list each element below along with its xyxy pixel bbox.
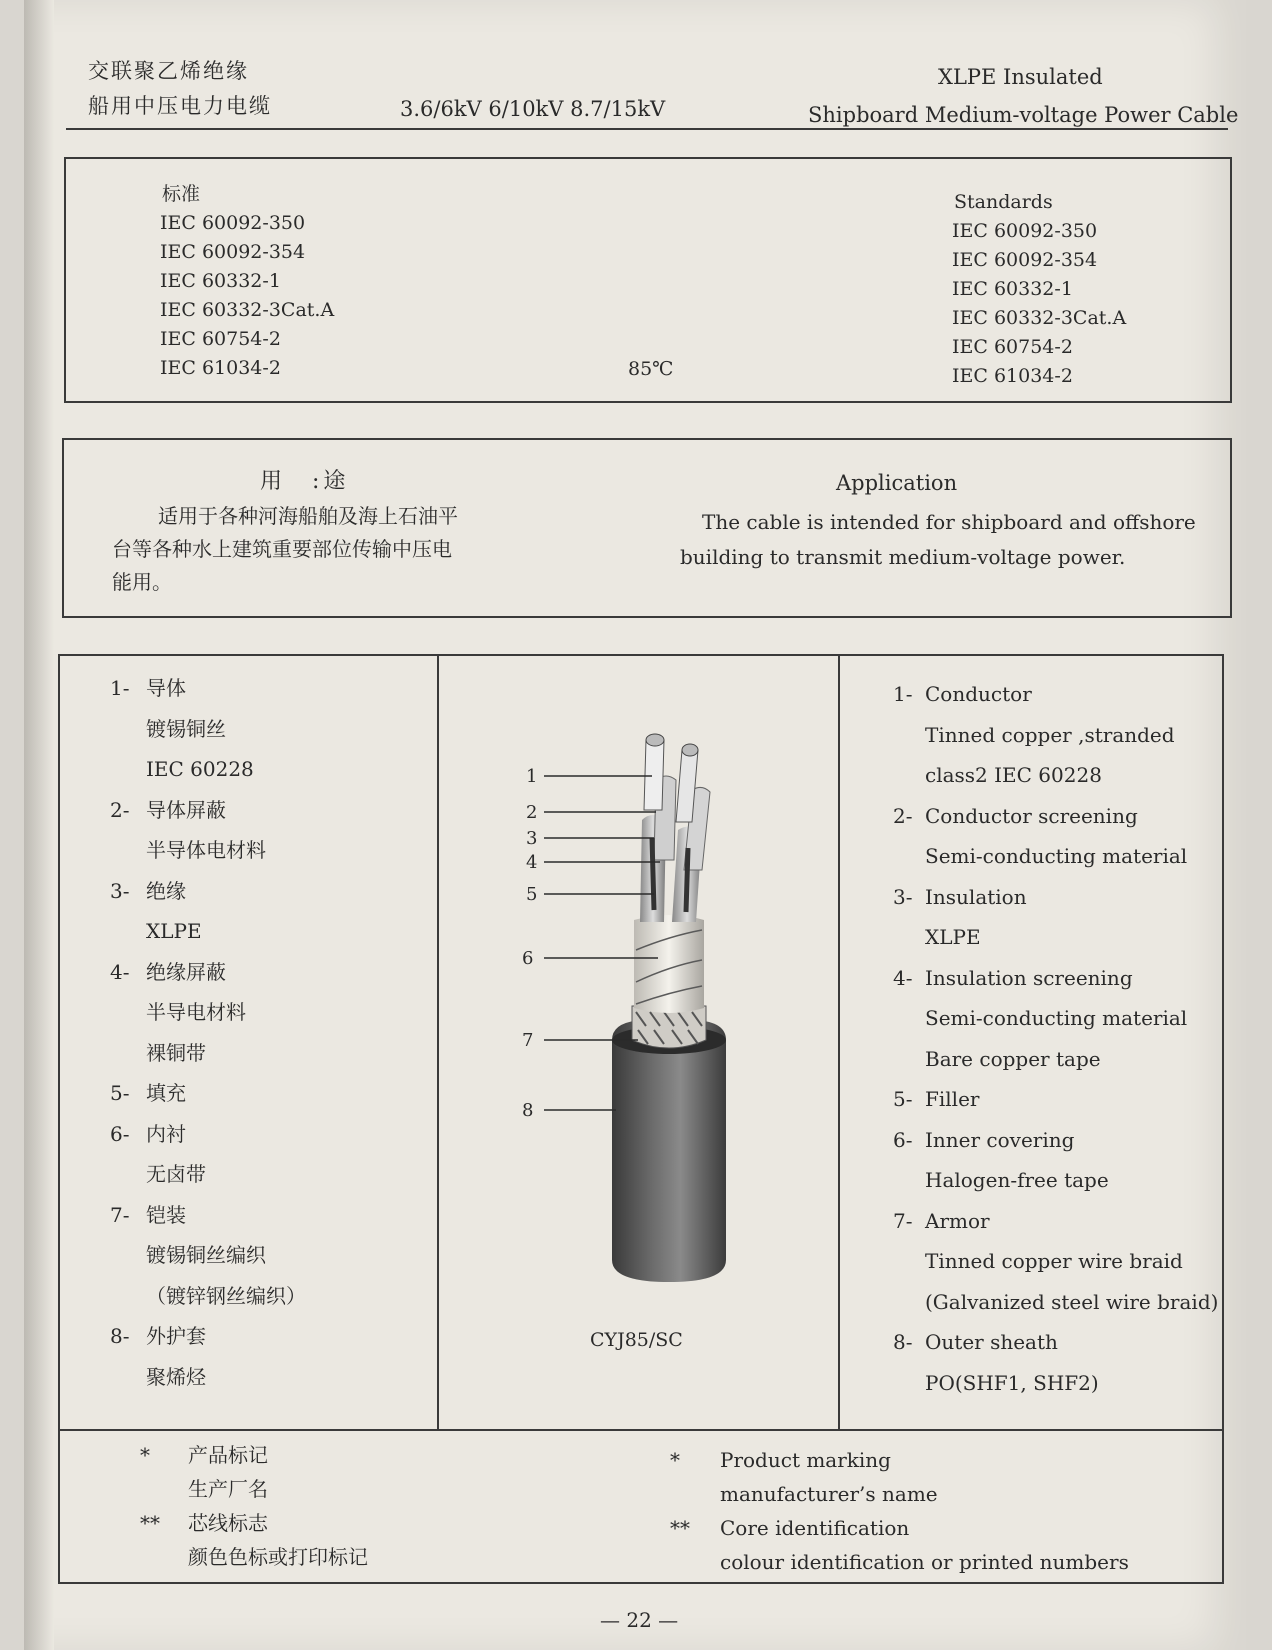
component-en-item-text: Tinned copper ,stranded [925, 722, 1175, 747]
component-en-item-text: XLPE [925, 925, 981, 949]
note-cn-item-text: 产品标记 [188, 1443, 268, 1467]
component-en-item-marker: 7- [893, 1208, 913, 1233]
application-en-title: Application [836, 471, 958, 495]
diagram-label: 7 [522, 1030, 534, 1051]
standard-item: IEC 60092-354 [952, 249, 1098, 271]
temperature-rating: 85℃ [628, 358, 674, 380]
application-en-line: The cable is intended for shipboard and offshore [702, 510, 1196, 534]
component-en-item [893, 1160, 1218, 1201]
component-cn-item [110, 668, 306, 709]
header-voltage: 3.6/6kV 6/10kV 8.7/15kV [400, 97, 666, 121]
component-cn-item [110, 1316, 306, 1357]
component-en-item [893, 1201, 1218, 1242]
standards-en-list [952, 217, 1126, 391]
component-en-item-text: Bare copper tape [925, 1046, 1101, 1071]
diagram-label: 2 [526, 802, 538, 823]
component-en-item-text: Armor [925, 1208, 990, 1233]
notes-cn [140, 1438, 368, 1574]
notes-en [670, 1443, 1129, 1579]
note-cn-item-text: 颜色色标或打印标记 [188, 1545, 368, 1569]
component-cn-item-text: 裸铜带 [146, 1040, 206, 1065]
component-cn-item-marker [110, 1033, 146, 1074]
standard-item: IEC 60754-2 [160, 328, 281, 350]
component-en-item [893, 1241, 1218, 1282]
component-cn-item-text: 半导体电材料 [146, 838, 266, 862]
component-cn-item [110, 830, 306, 871]
component-en-item [893, 1363, 1218, 1404]
component-en-item-marker [893, 917, 925, 958]
note-cn-item [140, 1540, 368, 1574]
component-cn-item-text: 外护套 [146, 1324, 206, 1348]
component-cn-item-marker [110, 911, 146, 952]
component-en-item-marker: 6- [893, 1127, 913, 1152]
component-en-item-text: class2 IEC 60228 [925, 763, 1102, 787]
component-en-item [893, 1120, 1218, 1161]
component-en-item-marker: 8- [893, 1330, 913, 1354]
note-cn-item-text: 芯线标志 [188, 1511, 268, 1535]
component-en-item [893, 917, 1218, 958]
component-en-item-text: Semi-conducting material [925, 844, 1188, 868]
component-cn-item-marker: 7- [110, 1202, 130, 1227]
component-cn-item-text: 镀锡铜丝 [146, 716, 226, 741]
component-cn-item [110, 992, 306, 1033]
note-en-item-marker: * [670, 1448, 680, 1472]
component-en-item-marker [893, 998, 925, 1039]
standard-item: IEC 60332-1 [160, 270, 281, 292]
component-en-item [893, 836, 1218, 877]
component-cn-item-marker [110, 1235, 146, 1276]
note-cn-item-marker: ** [140, 1511, 160, 1535]
component-en-item-text: Outer sheath [925, 1330, 1058, 1354]
component-cn-item [110, 749, 306, 790]
page-binding-shadow [24, 0, 54, 1650]
component-en-item [893, 958, 1218, 999]
component-cn-item-text: 绝缘 [146, 878, 186, 903]
component-cn-item-text: （镀锌钢丝编织） [146, 1283, 306, 1308]
header-cn-line1: 交联聚乙烯绝缘 [88, 59, 249, 83]
note-en-item-text: Core identification [720, 1516, 910, 1540]
component-cn-item-marker [110, 992, 146, 1033]
component-cn-item-marker [110, 830, 146, 871]
application-en-line: building to transmit medium-voltage power. [680, 545, 1126, 569]
component-en-item-marker [893, 1282, 925, 1323]
component-en-item-marker [893, 836, 925, 877]
component-cn-item-text: 镀锡铜丝编织 [146, 1243, 266, 1267]
note-en-item-text: colour identification or printed numbers [720, 1550, 1129, 1574]
component-en-item-text: Conductor [925, 682, 1032, 706]
standard-item: IEC 60092-350 [952, 220, 1098, 242]
component-en-item-text: Halogen-free tape [925, 1168, 1109, 1192]
component-cn-item [110, 1195, 306, 1236]
component-en-item-marker [893, 1039, 925, 1080]
header-en-line2: Shipboard Medium-voltage Power Cable [808, 103, 1239, 127]
note-en-item-text: manufacturer’s name [720, 1482, 938, 1506]
component-en-item-text: Semi-conducting material [925, 1006, 1188, 1030]
note-en-item [670, 1511, 1129, 1545]
note-en-item-marker: ** [670, 1516, 690, 1540]
component-en-item-text: Filler [925, 1087, 980, 1111]
component-en-item-text: Inner covering [925, 1127, 1075, 1152]
note-cn-item [140, 1472, 368, 1506]
component-en-item [893, 796, 1218, 837]
component-cn-item-marker [110, 1154, 146, 1195]
standard-item: IEC 60754-2 [952, 336, 1073, 358]
component-en-item [893, 715, 1218, 756]
component-cn-item-text: 铠装 [146, 1202, 186, 1227]
component-en-item [893, 1282, 1218, 1323]
note-cn-item-text: 生产厂名 [188, 1477, 268, 1501]
component-en-item-marker [893, 715, 925, 756]
cable-illustration [612, 734, 726, 1282]
component-cn-item-marker [110, 749, 146, 790]
component-en-item-marker: 1- [893, 682, 913, 706]
page-number: — 22 — [600, 1608, 679, 1632]
diagram-label: 5 [526, 884, 538, 905]
header-en-line1: XLPE Insulated [938, 65, 1103, 89]
table-divider-right [838, 654, 840, 1430]
component-cn-item [110, 1235, 306, 1276]
component-cn-item-text: 半导电材料 [146, 1000, 246, 1024]
component-cn-item-marker: 1- [110, 676, 130, 700]
standard-item: IEC 61034-2 [952, 365, 1073, 387]
application-cn-title: 用 :途 [260, 469, 350, 494]
component-cn-item-text: 聚烯烃 [146, 1364, 206, 1389]
component-cn-item-marker: 5- [110, 1081, 130, 1105]
component-en-item-text: Insulation screening [925, 965, 1133, 990]
component-cn-item-marker: 2- [110, 797, 130, 822]
standard-item: IEC 60332-3Cat.A [160, 299, 335, 321]
note-en-item-text: Product marking [720, 1448, 891, 1472]
component-cn-item-marker [110, 709, 146, 750]
note-en-item-marker [670, 1545, 720, 1579]
component-cn-item-marker: 8- [110, 1324, 130, 1348]
standard-item: IEC 60092-350 [160, 212, 306, 234]
component-en-item-marker [893, 1363, 925, 1404]
note-cn-item-marker [140, 1472, 188, 1506]
component-cn-item-marker: 4- [110, 959, 130, 984]
component-cn-item [110, 1154, 306, 1195]
application-cn-line: 适用于各种河海船舶及海上石油平 [158, 504, 458, 528]
component-cn-item [110, 709, 306, 750]
component-en-item-text: Tinned copper wire braid [925, 1249, 1183, 1273]
diagram-label: 4 [526, 852, 538, 873]
note-cn-item [140, 1506, 368, 1540]
components-cn-list [110, 668, 306, 1397]
header-cn-line2: 船用中压电力电缆 [88, 94, 272, 118]
component-en-item-text: Insulation [925, 884, 1027, 909]
component-en-item-marker [893, 1160, 925, 1201]
component-cn-item [110, 1357, 306, 1398]
note-cn-item [140, 1438, 368, 1472]
table-divider-left [437, 654, 439, 1430]
component-en-item [893, 674, 1218, 715]
component-cn-item [110, 1114, 306, 1155]
component-cn-item-text: 导体 [146, 676, 186, 700]
diagram-labels [522, 766, 537, 1121]
component-cn-item-text: 内衬 [146, 1121, 186, 1146]
component-cn-item [110, 1073, 306, 1114]
component-cn-item-text: 无卤带 [146, 1162, 206, 1186]
standards-en-title: Standards [954, 191, 1053, 213]
component-cn-item [110, 1276, 306, 1317]
standard-item: IEC 61034-2 [160, 357, 281, 379]
standard-item: IEC 60092-354 [160, 241, 306, 263]
component-en-item-marker [893, 1241, 925, 1282]
cable-cross-section-diagram [440, 660, 836, 1360]
component-en-item [893, 877, 1218, 918]
diagram-label: 6 [522, 948, 534, 969]
component-cn-item-text: XLPE [146, 919, 202, 943]
component-en-item-marker [893, 755, 925, 796]
diagram-label: 3 [526, 828, 538, 849]
component-cn-item-marker [110, 1276, 146, 1317]
component-cn-item [110, 871, 306, 912]
application-cn-line: 能用。 [112, 570, 172, 594]
note-en-item [670, 1477, 1129, 1511]
component-cn-item-text: 填充 [146, 1081, 186, 1105]
component-en-item [893, 1322, 1218, 1363]
cable-model-label: CYJ85/SC [590, 1329, 683, 1351]
component-cn-item-marker [110, 1357, 146, 1398]
component-en-item-marker: 2- [893, 803, 913, 828]
component-cn-item-marker: 3- [110, 878, 130, 903]
component-cn-item-marker: 6- [110, 1121, 130, 1146]
note-cn-item-marker: * [140, 1443, 150, 1467]
component-en-item [893, 1079, 1218, 1120]
note-en-item [670, 1443, 1129, 1477]
standards-cn-list [160, 209, 334, 383]
standards-cn-title: 标准 [162, 183, 201, 205]
component-en-item-text: (Galvanized steel wire braid) [925, 1289, 1219, 1314]
component-en-item-marker: 5- [893, 1087, 913, 1111]
standard-item: IEC 60332-3Cat.A [952, 307, 1127, 329]
table-footer-rule [58, 1429, 1224, 1431]
component-cn-item-text: IEC 60228 [146, 757, 254, 781]
component-en-item-text: Conductor screening [925, 803, 1138, 828]
component-en-item-marker: 4- [893, 965, 913, 990]
header-rule [66, 128, 1228, 130]
component-en-item-text: PO(SHF1, SHF2) [925, 1370, 1099, 1395]
note-cn-item-marker [140, 1540, 188, 1574]
component-cn-item-text: 导体屏蔽 [146, 797, 226, 822]
component-en-item [893, 998, 1218, 1039]
application-en-text [680, 505, 1196, 575]
diagram-label: 8 [522, 1100, 534, 1121]
application-cn-text [112, 500, 458, 599]
component-cn-item [110, 1033, 306, 1074]
component-en-item-marker: 3- [893, 884, 913, 909]
component-cn-item [110, 911, 306, 952]
note-en-item-marker [670, 1477, 720, 1511]
components-en-list [893, 674, 1218, 1403]
component-cn-item-text: 绝缘屏蔽 [146, 959, 226, 984]
component-en-item [893, 1039, 1218, 1080]
note-en-item [670, 1545, 1129, 1579]
component-cn-item [110, 952, 306, 993]
component-en-item [893, 755, 1218, 796]
diagram-label: 1 [526, 766, 538, 787]
standard-item: IEC 60332-1 [952, 278, 1073, 300]
application-cn-line: 台等各种水上建筑重要部位传输中压电 [112, 537, 452, 561]
component-cn-item [110, 790, 306, 831]
